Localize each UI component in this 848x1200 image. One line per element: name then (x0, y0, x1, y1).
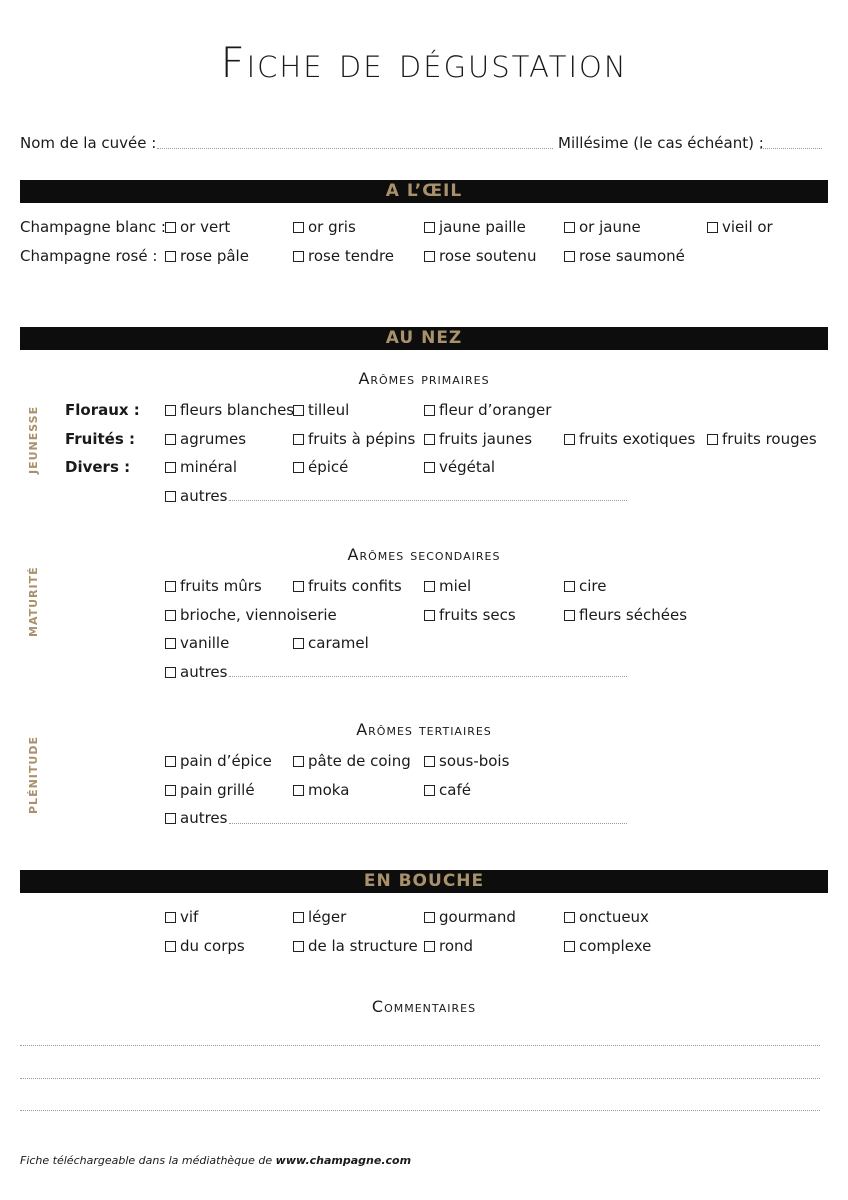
checkbox-icon[interactable] (707, 434, 718, 445)
checkbox-icon[interactable] (424, 912, 435, 923)
side-label-plenitude: PLÉNITUDE (27, 736, 40, 814)
checkbox-icon[interactable] (293, 434, 304, 445)
checkbox-jaune-paille[interactable]: jaune paille (424, 217, 526, 237)
checkbox-icon[interactable] (293, 941, 304, 952)
section-band-nez: AU NEZ (20, 327, 828, 350)
checkbox-miel[interactable]: miel (424, 576, 471, 596)
checkbox-icon[interactable] (564, 222, 575, 233)
checkbox-icon[interactable] (165, 462, 176, 473)
footer-note: Fiche téléchargeable dans la médiathèque de www.champagne.com (20, 1154, 412, 1167)
checkbox-rose-tendre[interactable]: rose tendre (293, 246, 394, 266)
checkbox-icon[interactable] (424, 941, 435, 952)
checkbox-pain-grille[interactable]: pain grillé (165, 780, 255, 800)
comment-line-3[interactable] (20, 1110, 820, 1111)
checkbox-autres-secondaires[interactable]: autres (165, 662, 227, 682)
checkbox-rond[interactable]: rond (424, 936, 473, 956)
checkbox-rose-soutenu[interactable]: rose soutenu (424, 246, 536, 266)
checkbox-fleurs-blanches[interactable]: fleurs blanches (165, 400, 294, 420)
champagne-blanc-label: Champagne blanc : (20, 218, 166, 236)
millesime-label: Millésime (le cas échéant) : (558, 134, 764, 152)
aromes-tertiaires-title: Arômes tertiaires (356, 720, 492, 739)
checkbox-fruits-pepins[interactable]: fruits à pépins (293, 429, 415, 449)
checkbox-icon[interactable] (564, 912, 575, 923)
checkbox-icon[interactable] (165, 434, 176, 445)
checkbox-brioche[interactable]: brioche, viennoiserie (165, 605, 337, 625)
checkbox-complexe[interactable]: complexe (564, 936, 651, 956)
checkbox-icon[interactable] (165, 638, 176, 649)
checkbox-icon[interactable] (424, 610, 435, 621)
checkbox-icon[interactable] (424, 405, 435, 416)
checkbox-icon[interactable] (564, 941, 575, 952)
checkbox-mineral[interactable]: minéral (165, 457, 237, 477)
checkbox-icon[interactable] (165, 610, 176, 621)
checkbox-icon[interactable] (165, 491, 176, 502)
comment-line-1[interactable] (20, 1045, 820, 1046)
checkbox-icon[interactable] (165, 785, 176, 796)
checkbox-fruits-murs[interactable]: fruits mûrs (165, 576, 262, 596)
checkbox-vanille[interactable]: vanille (165, 633, 229, 653)
checkbox-sous-bois[interactable]: sous-bois (424, 751, 509, 771)
checkbox-icon[interactable] (293, 638, 304, 649)
checkbox-icon[interactable] (293, 581, 304, 592)
checkbox-icon[interactable] (424, 222, 435, 233)
checkbox-fruits-secs[interactable]: fruits secs (424, 605, 516, 625)
checkbox-cafe[interactable]: café (424, 780, 471, 800)
checkbox-du-corps[interactable]: du corps (165, 936, 245, 956)
checkbox-icon[interactable] (564, 610, 575, 621)
checkbox-moka[interactable]: moka (293, 780, 349, 800)
checkbox-icon[interactable] (165, 912, 176, 923)
checkbox-fleurs-sechees[interactable]: fleurs séchées (564, 605, 687, 625)
checkbox-icon[interactable] (165, 941, 176, 952)
checkbox-icon[interactable] (424, 785, 435, 796)
checkbox-icon[interactable] (564, 581, 575, 592)
checkbox-icon[interactable] (293, 756, 304, 767)
checkbox-or-gris[interactable]: or gris (293, 217, 356, 237)
checkbox-icon[interactable] (424, 462, 435, 473)
checkbox-epice[interactable]: épicé (293, 457, 348, 477)
champagne-rose-label: Champagne rosé : (20, 247, 158, 265)
checkbox-icon[interactable] (424, 756, 435, 767)
checkbox-fruits-rouges[interactable]: fruits rouges (707, 429, 817, 449)
floraux-label: Floraux : (65, 401, 140, 419)
cuvee-field[interactable] (157, 148, 553, 149)
checkbox-icon[interactable] (165, 667, 176, 678)
checkbox-agrumes[interactable]: agrumes (165, 429, 246, 449)
checkbox-vif[interactable]: vif (165, 907, 198, 927)
checkbox-autres-tertiaires[interactable]: autres (165, 808, 227, 828)
checkbox-caramel[interactable]: caramel (293, 633, 369, 653)
checkbox-icon[interactable] (424, 581, 435, 592)
checkbox-fruits-jaunes[interactable]: fruits jaunes (424, 429, 532, 449)
checkbox-icon[interactable] (293, 405, 304, 416)
cuvee-label: Nom de la cuvée : (20, 134, 157, 152)
checkbox-gourmand[interactable]: gourmand (424, 907, 516, 927)
fruites-label: Fruités : (65, 430, 135, 448)
footer-link[interactable]: www.champagne.com (275, 1154, 412, 1167)
aromes-secondaires-title: Arômes secondaires (347, 545, 501, 564)
commentaires-title: Commentaires (371, 997, 477, 1016)
checkbox-icon[interactable] (424, 251, 435, 262)
page-title: Fiche de dégustation (220, 38, 628, 87)
checkbox-or-vert[interactable]: or vert (165, 217, 230, 237)
side-label-jeunesse: JEUNESSE (27, 405, 40, 474)
checkbox-icon[interactable] (424, 434, 435, 445)
checkbox-icon[interactable] (165, 756, 176, 767)
checkbox-icon[interactable] (293, 251, 304, 262)
section-band-oeil: A L’ŒIL (20, 180, 828, 203)
checkbox-onctueux[interactable]: onctueux (564, 907, 649, 927)
checkbox-tilleul[interactable]: tilleul (293, 400, 349, 420)
checkbox-cire[interactable]: cire (564, 576, 606, 596)
checkbox-vegetal[interactable]: végétal (424, 457, 495, 477)
checkbox-icon[interactable] (165, 813, 176, 824)
autres-primaires-field[interactable] (229, 500, 627, 501)
checkbox-icon[interactable] (293, 785, 304, 796)
checkbox-icon[interactable] (165, 251, 176, 262)
checkbox-vieil-or[interactable]: vieil or (707, 217, 773, 237)
checkbox-icon[interactable] (564, 251, 575, 262)
checkbox-icon[interactable] (293, 462, 304, 473)
millesime-field[interactable] (760, 148, 822, 149)
checkbox-pain-epice[interactable]: pain d’épice (165, 751, 272, 771)
checkbox-icon[interactable] (293, 912, 304, 923)
checkbox-icon[interactable] (564, 434, 575, 445)
comment-line-2[interactable] (20, 1078, 820, 1079)
autres-tertiaires-field[interactable] (229, 823, 627, 824)
aromes-primaires-title: Arômes primaires (358, 369, 490, 388)
autres-secondaires-field[interactable] (229, 676, 627, 677)
checkbox-fruits-exotiques[interactable]: fruits exotiques (564, 429, 695, 449)
checkbox-de-la-structure[interactable]: de la structure (293, 936, 418, 956)
checkbox-autres-primaires[interactable]: autres (165, 486, 227, 506)
checkbox-fleur-oranger[interactable]: fleur d’oranger (424, 400, 551, 420)
checkbox-rose-pale[interactable]: rose pâle (165, 246, 249, 266)
checkbox-icon[interactable] (293, 222, 304, 233)
checkbox-fruits-confits[interactable]: fruits confits (293, 576, 402, 596)
checkbox-icon[interactable] (165, 581, 176, 592)
checkbox-or-jaune[interactable]: or jaune (564, 217, 641, 237)
checkbox-icon[interactable] (165, 222, 176, 233)
checkbox-leger[interactable]: léger (293, 907, 346, 927)
side-label-maturite: MATURITÉ (27, 566, 40, 637)
checkbox-icon[interactable] (707, 222, 718, 233)
section-band-bouche: EN BOUCHE (20, 870, 828, 893)
checkbox-rose-saumone[interactable]: rose saumoné (564, 246, 685, 266)
checkbox-icon[interactable] (165, 405, 176, 416)
checkbox-pate-coing[interactable]: pâte de coing (293, 751, 411, 771)
divers-label: Divers : (65, 458, 131, 476)
